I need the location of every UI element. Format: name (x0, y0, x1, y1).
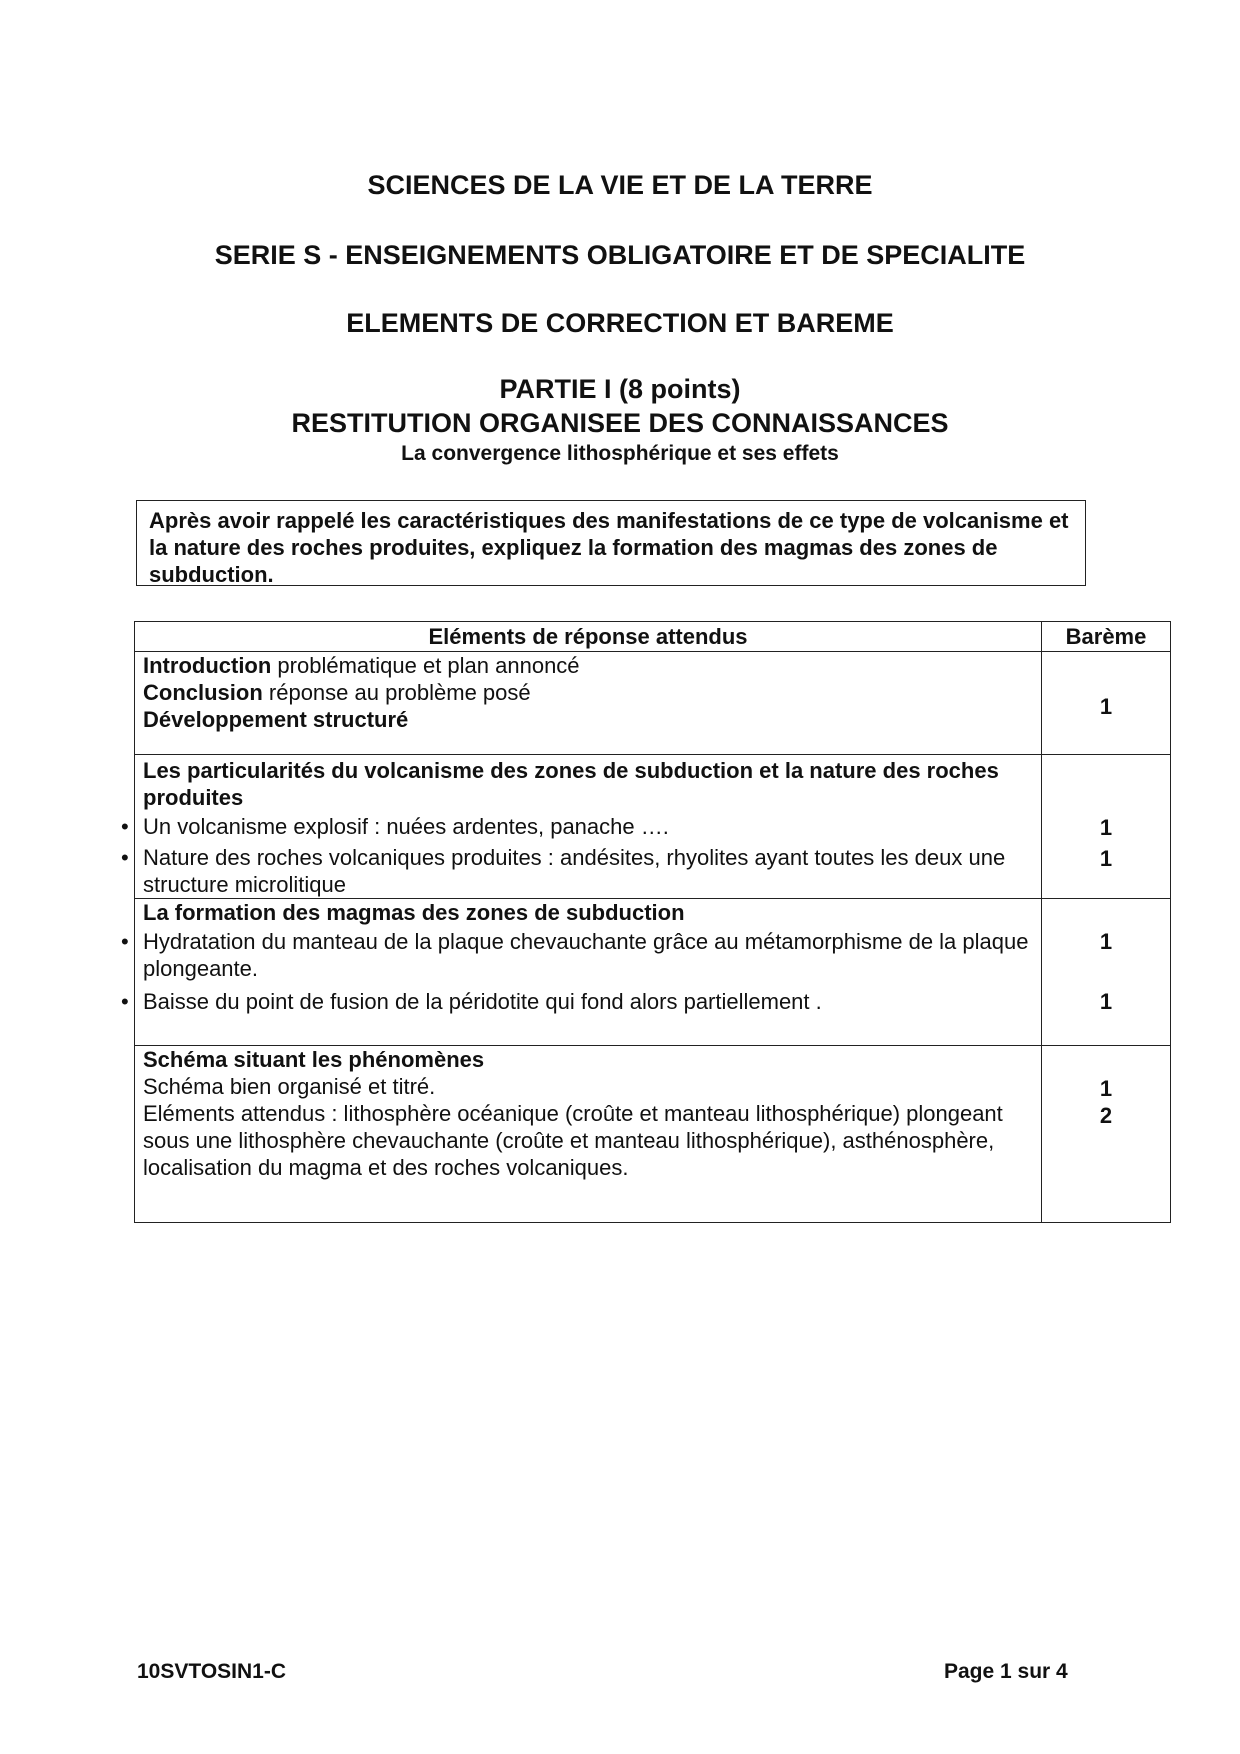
part-subtitle: RESTITUTION ORGANISEE DES CONNAISSANCES (291, 408, 949, 438)
points-value: 1 (1099, 929, 1113, 954)
list-item: • Baisse du point de fusion de la péridotite qui fond alors partiellement . (143, 988, 1033, 1015)
bullet-list (143, 813, 1033, 898)
conclusion-label: Conclusion (143, 680, 263, 705)
part-title: PARTIE I (8 points) (499, 374, 741, 404)
theme-title: La convergence lithosphérique et ses effets (401, 442, 839, 465)
intro-label: Introduction (143, 653, 272, 678)
section-volcanism (135, 755, 1042, 899)
table-header-row (135, 622, 1171, 652)
list-item: • Un volcanisme explosif : nuées ardentes, panache …. (143, 813, 1033, 840)
series-title: SERIE S - ENSEIGNEMENTS OBLIGATOIRE ET DE SPECIALITE (214, 240, 1026, 270)
question-box: Après avoir rappelé les caractéristiques des manifestations de ce type de volcanisme et la nature des roches produites, expliquez la formation des magmas des zones de subduction. (136, 500, 1086, 586)
subject-title: SCIENCES DE LA VIE ET DE LA TERRE (367, 170, 873, 200)
expected-elements: Eléments attendus : lithosphère océanique (croûte et manteau lithosphérique) plongeant sous une lithosphère chevauchante (croûte et manteau lithosphérique), asthénosphère, localisation du magma et des roches volcaniques. (143, 1101, 1003, 1180)
points-value: 1 (1099, 846, 1113, 871)
section-diagram (135, 1046, 1042, 1223)
col-elements-header: Eléments de réponse attendus (135, 622, 1042, 652)
table-row (135, 899, 1171, 1046)
bullet-list (143, 928, 1033, 1015)
list-item: • Nature des roches volcaniques produites : andésites, rhyolites ayant toutes les deux une structure microlitique (143, 844, 1033, 898)
table-row (135, 652, 1171, 755)
document-code: 10SVTOSIN1-C (137, 1660, 286, 1683)
section-structure (135, 652, 1042, 755)
points-cell (1042, 1046, 1171, 1223)
development-label: Développement structuré (143, 707, 409, 732)
table-row (135, 1046, 1171, 1223)
section-magma-formation (135, 899, 1042, 1046)
col-bareme-header: Barème (1042, 622, 1171, 652)
list-item: • Hydratation du manteau de la plaque chevauchante grâce au métamorphisme de la plaque plongeante. (143, 928, 1033, 982)
points-value: 2 (1099, 1103, 1113, 1128)
points-cell (1042, 652, 1171, 755)
points-cell (1042, 899, 1171, 1046)
page-number: Page 1 sur 4 (944, 1660, 1068, 1683)
diagram-line: Schéma bien organisé et titré. (143, 1074, 436, 1099)
grading-table (134, 621, 1171, 1223)
section-title: La formation des magmas des zones de subduction (143, 900, 685, 925)
section-title: Schéma situant les phénomènes (143, 1047, 485, 1072)
doc-type-title: ELEMENTS DE CORRECTION ET BAREME (346, 308, 894, 338)
points-value: 1 (1099, 815, 1113, 840)
intro-text: problématique et plan annoncé (271, 653, 580, 678)
table-row (135, 755, 1171, 899)
points-value: 1 (1099, 1076, 1113, 1101)
points-cell (1042, 755, 1171, 899)
points-value: 1 (1099, 694, 1113, 719)
section-title: Les particularités du volcanisme des zones de subduction et la nature des roches produites (143, 758, 999, 810)
points-value: 1 (1099, 989, 1113, 1014)
conclusion-text: réponse au problème posé (262, 680, 531, 705)
